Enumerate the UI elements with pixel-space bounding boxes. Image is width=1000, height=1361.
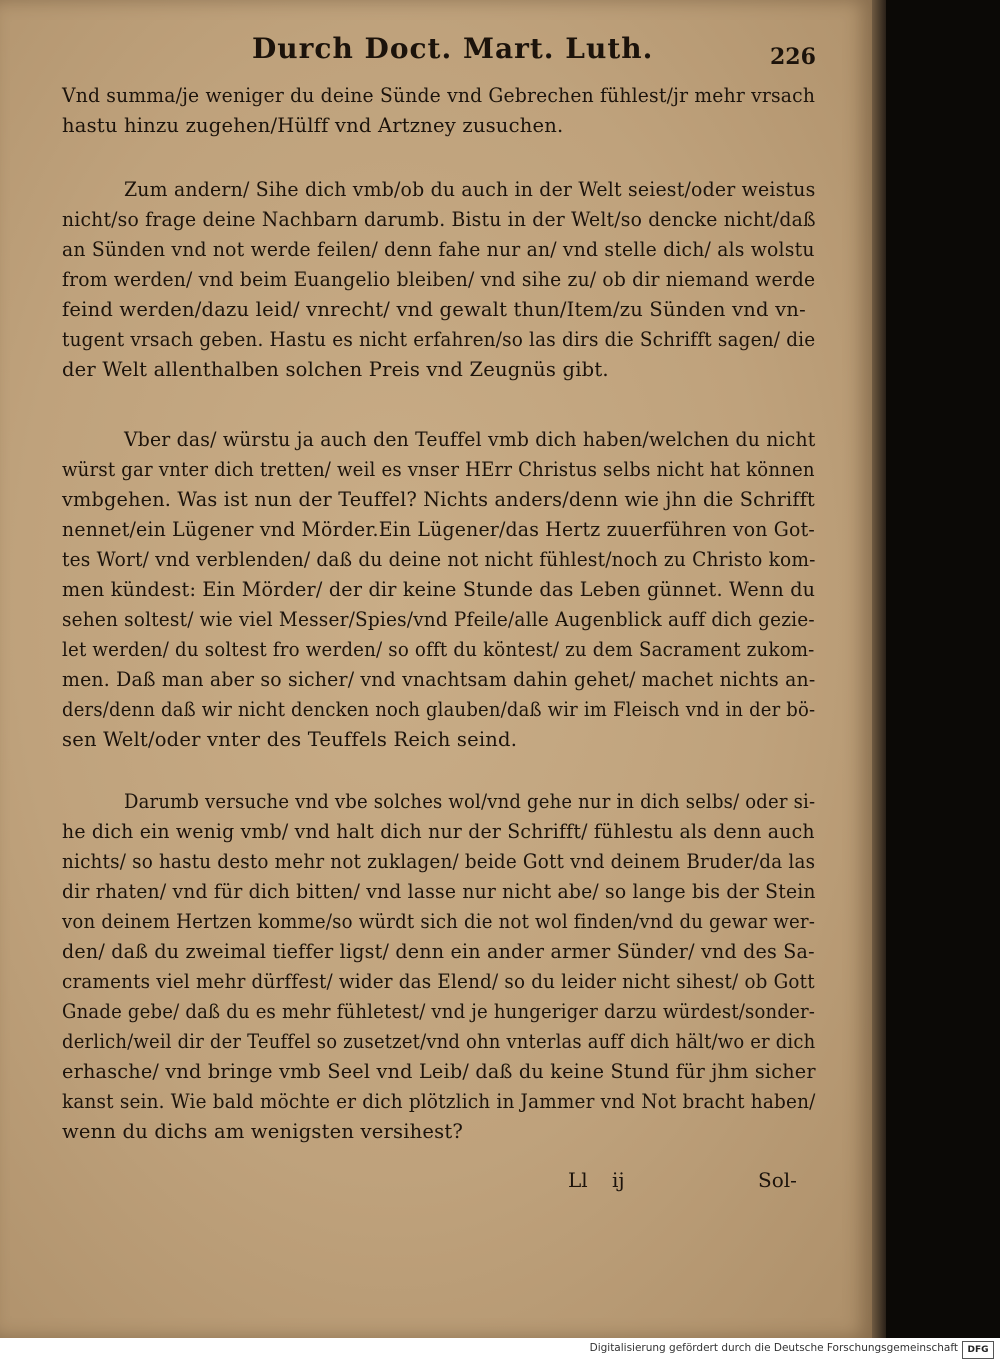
text-line: nichts/ so hastu desto mehr not zuklagen/ beide Gott vnd deinem Bruder/da las: [62, 850, 816, 873]
text-line: tugent vrsach geben. Hastu es nicht erfahren/so las dirs die Schrifft sagen/ die: [62, 328, 816, 351]
text-line: Vnd summa/je weniger du deine Sünde vnd Gebrechen fühlest/jr mehr vrsach: [62, 84, 816, 107]
text-line: nennet/ein Lügener vnd Mörder.Ein Lügener/das Hertz zuuerführen von Got-: [62, 518, 815, 541]
text-line: let werden/ du soltest fro werden/ so offt du köntest/ zu dem Sacrament zukom-: [62, 638, 815, 661]
text-line: sen Welt/oder vnter des Teuffels Reich seind.: [62, 728, 518, 751]
text-line: an Sünden vnd not werde feilen/ denn fahe nur an/ vnd stelle dich/ als wolstu: [62, 238, 815, 261]
text-line: from werden/ vnd beim Euangelio bleiben/ vnd sihe zu/ ob dir niemand werde: [62, 268, 816, 291]
dfg-logo: DFG: [962, 1341, 994, 1359]
footer-bar: [0, 1338, 1000, 1361]
text-line: vmbgehen. Was ist nun der Teuffel? Nichts anders/denn wie jhn die Schrifft: [62, 488, 815, 511]
running-head: Durch Doct. Mart. Luth.: [252, 32, 654, 65]
text-line: sehen soltest/ wie viel Messer/Spies/vnd Pfeile/alle Augenblick auff dich gezie-: [62, 608, 815, 631]
text-line: craments viel mehr dürffest/ wider das Elend/ so du leider nicht sihest/ ob Gott: [62, 970, 815, 993]
catchword: Sol-: [758, 1168, 797, 1192]
text-line: Gnade gebe/ daß du es mehr fühletest/ vnd je hungeriger darzu würdest/sonder-: [62, 1000, 816, 1023]
text-line: kanst sein. Wie bald möchte er dich plötzlich in Jammer vnd Not bracht haben/: [62, 1090, 816, 1113]
page-number: 226: [770, 44, 816, 70]
text-line: he dich ein wenig vmb/ vnd halt dich nur der Schrifft/ fühlestu als denn auch: [62, 820, 815, 843]
text-line: den/ daß du zweimal tieffer ligst/ denn ein ander armer Sünder/ vnd des Sa-: [62, 940, 815, 963]
text-line: von deinem Hertzen komme/so würdt sich die not wol finden/vnd du gewar wer-: [62, 910, 816, 933]
text-line: nicht/so frage deine Nachbarn darumb. Bistu in der Welt/so dencke nicht/daß: [62, 208, 816, 231]
page-edge: [872, 0, 886, 1338]
text-line: der Welt allenthalben solchen Preis vnd Zeugnüs gibt.: [62, 358, 609, 381]
text-line: Vber das/ würstu ja auch den Teuffel vmb dich haben/welchen du nicht: [124, 428, 816, 451]
text-line: tes Wort/ vnd verblenden/ daß du deine not nicht fühlest/noch zu Christo kom-: [62, 548, 816, 571]
text-line: würst gar vnter dich tretten/ weil es vnser HErr Christus selbs nicht hat können: [62, 458, 815, 481]
text-line: ders/denn daß wir nicht dencken noch glauben/daß wir im Fleisch vnd in der bö-: [62, 698, 816, 721]
text-line: feind werden/dazu leid/ vnrecht/ vnd gewalt thun/Item/zu Sünden vnd vn-: [62, 298, 806, 321]
signature-mark: Ll ij: [568, 1168, 625, 1192]
funding-credit: Digitalisierung gefördert durch die Deutsche Forschungsgemeinschaft: [589, 1342, 958, 1354]
text-line: derlich/weil dir der Teuffel so zusetzet/vnd ohn vnterlas auff dich hält/wo er dich: [62, 1030, 816, 1053]
text-line: men. Daß man aber so sicher/ vnd vnachtsam dahin gehet/ machet nichts an-: [62, 668, 816, 691]
text-line: Darumb versuche vnd vbe solches wol/vnd gehe nur in dich selbs/ oder si-: [124, 790, 816, 813]
text-line: dir rhaten/ vnd für dich bitten/ vnd lasse nur nicht abe/ so lange bis der Stein: [62, 880, 816, 903]
text-line: hastu hinzu zugehen/Hülff vnd Artzney zusuchen.: [62, 114, 564, 137]
text-line: wenn du dichs am wenigsten versihest?: [62, 1120, 464, 1143]
text-line: erhasche/ vnd bringe vmb Seel vnd Leib/ daß du keine Stund für jhm sicher: [62, 1060, 816, 1083]
text-line: men kündest: Ein Mörder/ der dir keine Stunde das Leben günnet. Wenn du: [62, 578, 816, 601]
text-line: Zum andern/ Sihe dich vmb/ob du auch in der Welt seiest/oder weistus: [124, 178, 816, 201]
